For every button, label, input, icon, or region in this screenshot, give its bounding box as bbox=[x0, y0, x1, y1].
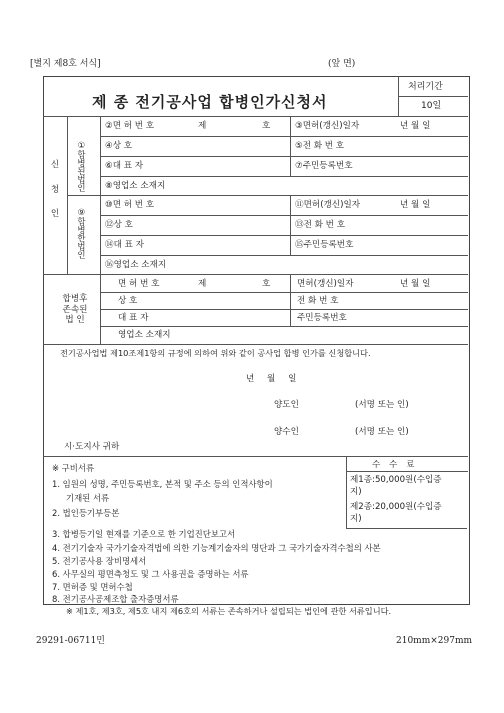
surviving-ymd: 년 월 일 bbox=[400, 279, 431, 289]
corp2-ymd: 년 월 일 bbox=[400, 200, 431, 210]
fee-type1: 제1종:50,000원(수입증 bbox=[350, 475, 442, 485]
surviving-address-label: 영업소 소재지 bbox=[118, 330, 171, 340]
corp1-phone-label: ⑤전 화 번 호 bbox=[295, 141, 345, 151]
corp2-phone-label: ⑬전 화 번 호 bbox=[295, 220, 345, 230]
document-item-8: 8. 전기공사공제조합 출자증명서류 bbox=[52, 594, 179, 604]
declaration-date: 년 월 일 bbox=[246, 374, 297, 384]
surviving-phone-label: 전 화 번 호 bbox=[297, 296, 339, 306]
corp1-license-no-label: ②면 허 번 호 bbox=[105, 121, 155, 131]
page-side: (앞 면) bbox=[328, 59, 356, 69]
fee-type2: 제2종:20,000원(수입증 bbox=[350, 502, 442, 512]
document-item-4: 4. 전기기술자 국가기술자격법에 의한 기능계기술자의 명단과 그 국가기술자격수첩의 사본 bbox=[52, 543, 381, 553]
corp2-license-no-label: ⑩면 허 번 호 bbox=[105, 200, 155, 210]
document-item-1-cont: 기재된 서류 bbox=[66, 493, 110, 503]
corp1-je: 제 bbox=[198, 121, 207, 131]
document-item-3: 3. 합병등기일 현재를 기준으로 한 기업진단보고서 bbox=[52, 529, 236, 539]
addressee: 시·도지사 귀하 bbox=[64, 442, 120, 452]
corp1-address-label: ⑧영업소 소재지 bbox=[105, 181, 166, 191]
corp2-rep-label: ⑭대 표 자 bbox=[105, 240, 144, 250]
surviving-ho: 호 bbox=[262, 279, 271, 289]
corp1-trade-name-label: ④상 호 bbox=[105, 141, 133, 151]
document-item-1: 1. 임원의 성명, 주민등록번호, 본적 및 주소 등의 인적사항이 bbox=[52, 479, 273, 489]
fee-label: 수 수 료 bbox=[372, 460, 415, 470]
surviving-license-no-label: 면 허 번 호 bbox=[118, 279, 160, 289]
document-item-5: 5. 전기공사용 장비명세서 bbox=[52, 556, 147, 566]
surviving-corporation-label: 합병후 존속된 법 인 bbox=[62, 294, 88, 326]
corp2-rrn-label: ⑮주민등록번호 bbox=[295, 240, 354, 250]
form-number: [별지 제8호 서식] bbox=[30, 59, 101, 69]
form-title: 제 종 전기공사업 합병인가신청서 bbox=[92, 93, 328, 111]
document-item-7: 7. 면허증 및 면허수첩 bbox=[52, 582, 133, 592]
transferee-sign-note: (서명 또는 인) bbox=[355, 427, 409, 437]
corp1-ho: 호 bbox=[262, 121, 271, 131]
document-item-6: 6. 사무실의 평면측청도 및 그 사용권을 증명하는 서류 bbox=[52, 569, 249, 579]
corp2-license-date-label: ⑪면허(갱신)일자 bbox=[295, 200, 361, 210]
transferor-label: 양도인 bbox=[274, 400, 299, 410]
form-code: 29291-06711민 bbox=[36, 636, 105, 646]
processing-period-value: 10일 bbox=[421, 101, 442, 111]
paper-size: 210mm×297mm bbox=[396, 636, 473, 646]
document-item-2: 2. 법인등기부등본 bbox=[52, 508, 120, 518]
processing-period-label: 처리기간 bbox=[408, 82, 443, 92]
corp1-ymd: 년 월 일 bbox=[400, 121, 431, 131]
fee-type2-cont: 지) bbox=[350, 514, 362, 524]
merging-corporation-label: ⑨합병한법인 bbox=[76, 207, 87, 259]
corp1-rrn-label: ⑦주민등록번호 bbox=[295, 161, 353, 171]
corp2-trade-name-label: ⑫상 호 bbox=[105, 220, 133, 230]
documents-note: ※ 제1호, 제3호, 제5호 내지 제6호의 서류는 존속하거나 설립되는 법인에 관한 서류입니다. bbox=[66, 606, 392, 616]
surviving-rep-label: 대 표 자 bbox=[118, 313, 149, 323]
corp1-rep-label: ⑥대 표 자 bbox=[105, 161, 144, 171]
surviving-trade-name-label: 상 호 bbox=[118, 296, 138, 306]
transferor-sign-note: (서명 또는 인) bbox=[355, 400, 409, 410]
transferee-label: 양수인 bbox=[274, 427, 299, 437]
merged-corporation-label: ①합병된법인 bbox=[76, 140, 87, 192]
surviving-license-date-label: 면허(갱신)일자 bbox=[297, 279, 354, 289]
corp2-address-label: ⑯영업소 소재지 bbox=[105, 260, 167, 270]
surviving-rrn-label: 주민등록번호 bbox=[297, 313, 347, 323]
documents-heading: ※ 구비서류 bbox=[52, 463, 95, 473]
fee-type1-cont: 지) bbox=[350, 487, 362, 497]
corp1-license-date-label: ③면허(갱신)일자 bbox=[295, 121, 360, 131]
declaration-text: 전기공사업법 제10조제1항의 규정에 의하여 위와 같이 공사업 합병 인가를 신청합니다. bbox=[60, 348, 371, 358]
surviving-je: 제 bbox=[198, 279, 207, 289]
applicant-label: 신 청 인 bbox=[50, 160, 60, 220]
